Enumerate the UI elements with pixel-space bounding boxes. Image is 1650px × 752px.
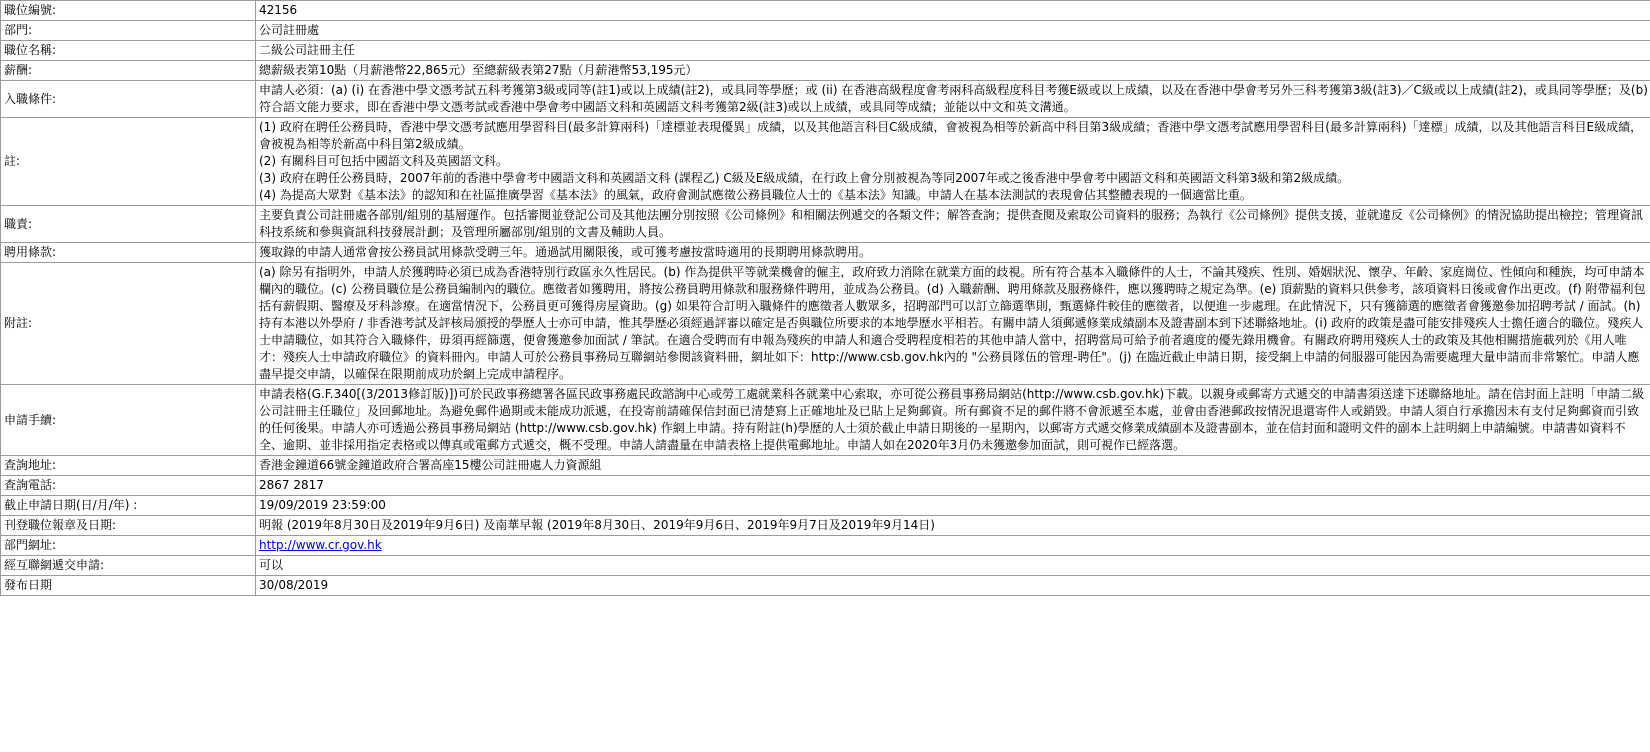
salary-label: 薪酬: (1, 61, 256, 81)
remarks-value: (a) 除另有指明外，申請人於獲聘時必須已成為香港特別行政區永久性居民。(b) 作為提供平等就業機會的僱主，政府致力消除在就業方面的歧視。所有符合基本入職條件的人士，不論其殘疾、性別、婚姻狀況、懷孕、年齡、家庭崗位、性傾向和種族，均可申請本欄內的職位。(c) 公務員職位是公務員編制內的職位。應徵者如獲聘用，將按公務員聘用條款和服務條件聘用，並成為公務員。(d) 入職薪酬、聘用條款及服務條件，應以獲聘時之規定為準。(e) 頂薪點的資料只供參考，該項資料日後或會作出更改。(f) 附帶福利包括有薪假期、醫療及牙科診療。在適當情況下，公務員更可獲得房屋資助。(g) 如果符合訂明入職條件的應徵者人數眾多，招聘部門可以訂立篩選準則，甄選條件較佳的應徵者，以便進一步處理。在此情況下，只有獲篩選的應徵者會獲邀參加招聘考試 / 面試。(h) 持有本港以外學府 / 非香港考試及評核局頒授的學歷人士亦可申請，惟其學歷必須經過評審以確定是否與職位所要求的本地學歷水平相若。有關申請人須郵遞修業成績副本及證書副本到下述聯絡地址。(i) 政府的政策是盡可能安排殘疾人士擔任適合的職位。殘疾人士申請職位，如其符合入職條件，毋須再經篩選，便會獲邀參加面試 / 筆試。在適合受聘而有申報為殘疾的申請人和適合受聘程度相若的其他申請人當中，招聘當局可給予前者適度的優先錄用機會。有關政府聘用殘疾人士的政策及其他相關措施載列於《用人唯才：殘疾人士申請政府職位》的資料冊內。申請人可於公務員事務局互聯網站參閱該資料冊，網址如下：http://www.csb.gov.hk內的 "公務員隊伍的管理-聘任"。(j) 在臨近截止申請日期，接受網上申請的伺服器可能因為需要處理大量申請而非常繁忙。申請人應盡早提交申請，以確保在限期前成功於網上完成申請程序。 (256, 263, 1650, 385)
row-duties (1, 206, 1650, 243)
terms-value: 獲取錄的申請人通常會按公務員試用條款受聘三年。通過試用關限後，或可獲考慮按當時適用的長期聘用條款聘用。 (256, 243, 1650, 263)
note-item: (4) 為提高大眾對《基本法》的認知和在社區推廣學習《基本法》的風氣，政府會測試應徵公務員職位人士的《基本法》知識。申請人在基本法測試的表現會佔其整體表現的一個適當比重。 (259, 188, 1252, 202)
department-website-link[interactable]: http://www.cr.gov.hk (259, 538, 382, 552)
row-enquiry-phone (1, 476, 1650, 496)
row-department (1, 21, 1650, 41)
notes-value (256, 118, 1650, 206)
post-number-label: 職位編號: (1, 1, 256, 21)
row-post-title (1, 41, 1650, 61)
notes-label: 註: (1, 118, 256, 206)
enquiry-address-label: 查詢地址: (1, 456, 256, 476)
salary-value: 總薪級表第10點（月薪港幣22,865元）至總薪級表第27點（月薪港幣53,195元） (256, 61, 1650, 81)
issue-date-value: 30/08/2019 (256, 576, 1650, 596)
enquiry-phone-label: 查詢電話: (1, 476, 256, 496)
enquiry-phone-value: 2867 2817 (256, 476, 1650, 496)
note-item: (3) 政府在聘任公務員時，2007年前的香港中學會考中國語文科和英國語文科 (課程乙) C級及E級成績，在行政上會分別被視為等同2007年或之後香港中學會考中國語文科和英國語文科第3級和第2級成績。 (259, 171, 1350, 185)
newspaper-advert-label: 刊登職位報章及日期: (1, 516, 256, 536)
row-remarks (1, 263, 1650, 385)
department-website-cell (256, 536, 1650, 556)
application-procedure-label: 申請手續: (1, 385, 256, 456)
row-terms (1, 243, 1650, 263)
row-application-procedure (1, 385, 1650, 456)
application-procedure-value: 申請表格(G.F.340[(3/2013修訂版)])可於民政事務總署各區民政事務處民政諮詢中心或勞工處就業科各就業中心索取，亦可從公務員事務局網站(http://www.csb.gov.hk)下載。以親身或郵寄方式遞交的申請書須送達下述聯絡地址。請在信封面上註明「申請二級公司註冊主任職位」及回郵地址。為避免郵件過期或未能成功派遞，在投寄前請確保信封面已清楚寫上正確地址及已貼上足夠郵資。所有郵資不足的郵件將不會派遞至本處，並會由香港郵政按情況退還寄件人或銷毀。申請人須自行承擔因未有支付足夠郵資而引致的任何後果。申請人亦可透過公務員事務局網站 (http://www.csb.gov.hk) 作網上申請。持有附註(h)學歷的人士須於截止申請日期後的一星期內，以郵寄方式遞交修業成績副本及證書副本，並在信封面和證明文件的副本上註明網上申請編號。申請書如資料不全、逾期、並非採用指定表格或以傳真或電郵方式遞交，概不受理。申請人請盡量在申請表格上提供電郵地址。申請人如在2020年3月仍未獲邀參加面試，則可視作已經落選。 (256, 385, 1650, 456)
department-value: 公司註冊處 (256, 21, 1650, 41)
row-closing-date (1, 496, 1650, 516)
row-post-number (1, 1, 1650, 21)
row-issue-date (1, 576, 1650, 596)
duties-value: 主要負責公司註冊處各部別/組別的基層運作。包括審閱並登記公司及其他法團分別按照《公司條例》和相關法例遞交的各類文件；解答查詢；提供查閱及索取公司資料的服務；為執行《公司條例》提供支援，並就違反《公司條例》的情況協助提出檢控；管理資訊科技系統和參與資訊科技發展計劃；及管理所屬部別/組別的文書及輔助人員。 (256, 206, 1650, 243)
row-salary (1, 61, 1650, 81)
row-entry-requirements (1, 81, 1650, 118)
note-item: (1) 政府在聘任公務員時，香港中學文憑考試應用學習科目(最多計算兩科)「達標並表現優異」成績，以及其他語言科目C級成績，會被視為相等於新高中科目第3級成績；香港中學文憑考試應用學習科目(最多計算兩科)「達標」成績，以及其他語言科目E級成績，會被視為相等於新高中科目第2級成績。 (259, 120, 1643, 151)
terms-label: 聘用條款: (1, 243, 256, 263)
row-notes (1, 118, 1650, 206)
department-label: 部門: (1, 21, 256, 41)
enquiry-address-value: 香港金鐘道66號金鐘道政府合署高座15樓公司註冊處人力資源組 (256, 456, 1650, 476)
closing-date-value: 19/09/2019 23:59:00 (256, 496, 1650, 516)
closing-date-label: 截止申請日期(日/月/年) : (1, 496, 256, 516)
post-title-label: 職位名稱: (1, 41, 256, 61)
row-online-application (1, 556, 1650, 576)
duties-label: 職責: (1, 206, 256, 243)
row-enquiry-address (1, 456, 1650, 476)
note-item: (2) 有關科目可包括中國語文科及英國語文科。 (259, 154, 508, 168)
department-website-label: 部門網址: (1, 536, 256, 556)
row-department-website (1, 536, 1650, 556)
entry-requirements-label: 入職條件: (1, 81, 256, 118)
newspaper-advert-value: 明報 (2019年8月30日及2019年9月6日) 及南華早報 (2019年8月30日、2019年9月6日、2019年9月7日及2019年9月14日) (256, 516, 1650, 536)
online-application-value: 可以 (256, 556, 1650, 576)
post-number-value: 42156 (256, 1, 1650, 21)
entry-requirements-value: 申請人必須：(a) (i) 在香港中學文憑考試五科考獲第3級或同等(註1)或以上成績(註2)，或具同等學歷；或 (ii) 在香港高級程度會考兩科高級程度科目考獲E級或以上成績，以及在香港中學會考另外三科考獲第3級(註3)／C級或以上成績(註2)，或具同等學歷；及(b)符合語文能力要求，即在香港中學文憑考試或香港中學會考中國語文科和英國語文科考獲第2級(註3)或以上成績，或具同等成績；並能以中文和英文溝通。 (256, 81, 1650, 118)
remarks-label: 附註: (1, 263, 256, 385)
post-title-value: 二級公司註冊主任 (256, 41, 1650, 61)
row-newspaper-advert (1, 516, 1650, 536)
issue-date-label: 發布日期 (1, 576, 256, 596)
online-application-label: 經互聯網遞交申請: (1, 556, 256, 576)
